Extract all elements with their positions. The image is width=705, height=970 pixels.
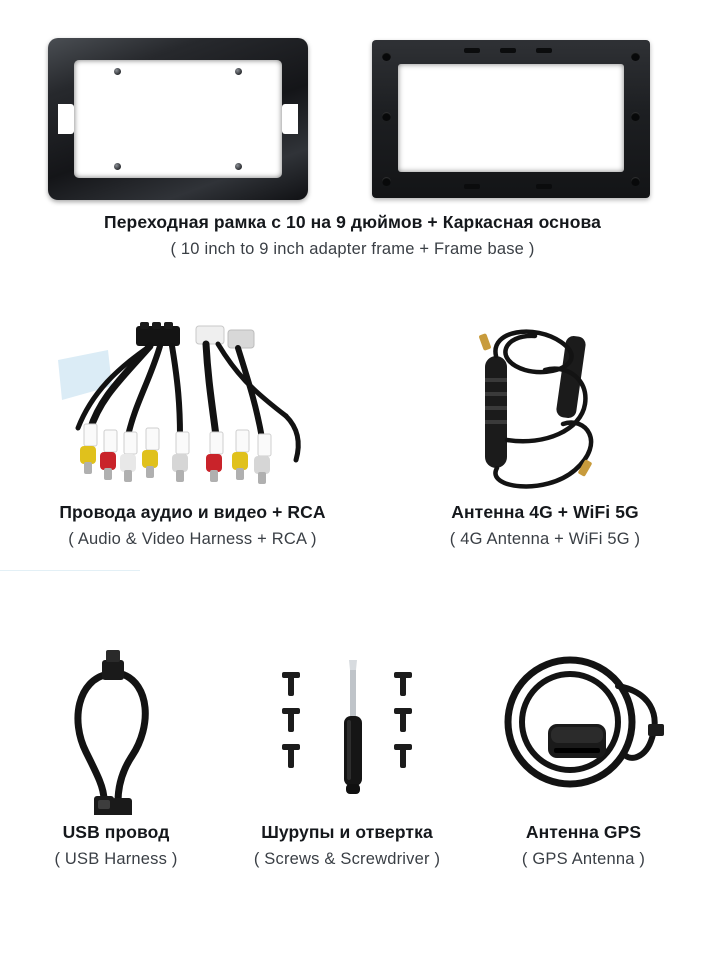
frame-notch-left — [58, 104, 74, 134]
harness-title-en: ( Audio & Video Harness + RCA ) — [68, 529, 317, 548]
frame-base-slot — [536, 48, 552, 53]
frame-base-hole — [631, 52, 640, 61]
caption-frames — [0, 212, 705, 260]
wiring-harness-icon — [0, 320, 385, 495]
screws-title-en: ( Screws & Screwdriver ) — [253, 849, 441, 868]
frame-base-hole — [631, 177, 640, 186]
frame-base-image — [372, 40, 650, 198]
4g-antenna-icon — [385, 320, 705, 495]
frame-base-slot — [500, 48, 516, 53]
caption-antenna-4g — [385, 502, 705, 550]
frame-screw-icon — [114, 68, 121, 75]
section-frames — [0, 0, 705, 300]
harness-artwork — [0, 320, 385, 495]
screws-artwork — [232, 640, 462, 815]
usb-artwork — [0, 640, 232, 815]
cell-usb — [0, 640, 232, 868]
gps-artwork — [462, 640, 705, 815]
divider-line — [0, 570, 140, 571]
frame-base-hole — [382, 112, 391, 121]
frames-title-ru: Переходная рамка с 10 на 9 дюймов + Каркасная основа — [104, 212, 601, 232]
cell-screws — [232, 640, 462, 868]
antenna4g-title-en: ( 4G Antenna + WiFi 5G ) — [449, 529, 641, 548]
caption-harness — [0, 502, 385, 550]
gps-title-en: ( GPS Antenna ) — [521, 849, 646, 868]
harness-title-ru: Провода аудио и видео + RCA — [59, 502, 326, 522]
cell-antenna-4g — [385, 320, 705, 548]
gps-antenna-icon — [462, 640, 705, 815]
gps-title-ru: Антенна GPS — [525, 822, 642, 842]
frames-row — [0, 18, 705, 198]
cell-gps — [462, 640, 705, 868]
caption-screws — [232, 822, 462, 870]
frame-base-hole — [382, 177, 391, 186]
frame-base-slot — [536, 184, 552, 189]
frame-base-slot — [464, 184, 480, 189]
usb-title-en: ( USB Harness ) — [54, 849, 178, 868]
antenna4g-title-ru: Антенна 4G + WiFi 5G — [451, 502, 639, 522]
frame-screw-icon — [235, 68, 242, 75]
cell-harness — [0, 320, 385, 548]
frames-title-en: ( 10 inch to 9 inch adapter frame + Frame base ) — [170, 239, 535, 258]
adapter-frame-image — [48, 38, 308, 200]
frame-base-hole — [631, 112, 640, 121]
usb-title-ru: USB провод — [62, 822, 170, 842]
caption-usb — [0, 822, 232, 870]
usb-cable-icon — [0, 640, 232, 815]
screws-screwdriver-icon — [232, 640, 462, 815]
frame-screw-icon — [235, 163, 242, 170]
screws-title-ru: Шурупы и отвертка — [261, 822, 433, 842]
frame-notch-right — [282, 104, 298, 134]
frame-base-hole — [382, 52, 391, 61]
antenna-4g-artwork — [385, 320, 705, 495]
frame-base-slot — [464, 48, 480, 53]
frame-screw-icon — [114, 163, 121, 170]
section-harness-antenna — [0, 320, 705, 610]
caption-gps — [462, 822, 705, 870]
section-accessories — [0, 640, 705, 940]
